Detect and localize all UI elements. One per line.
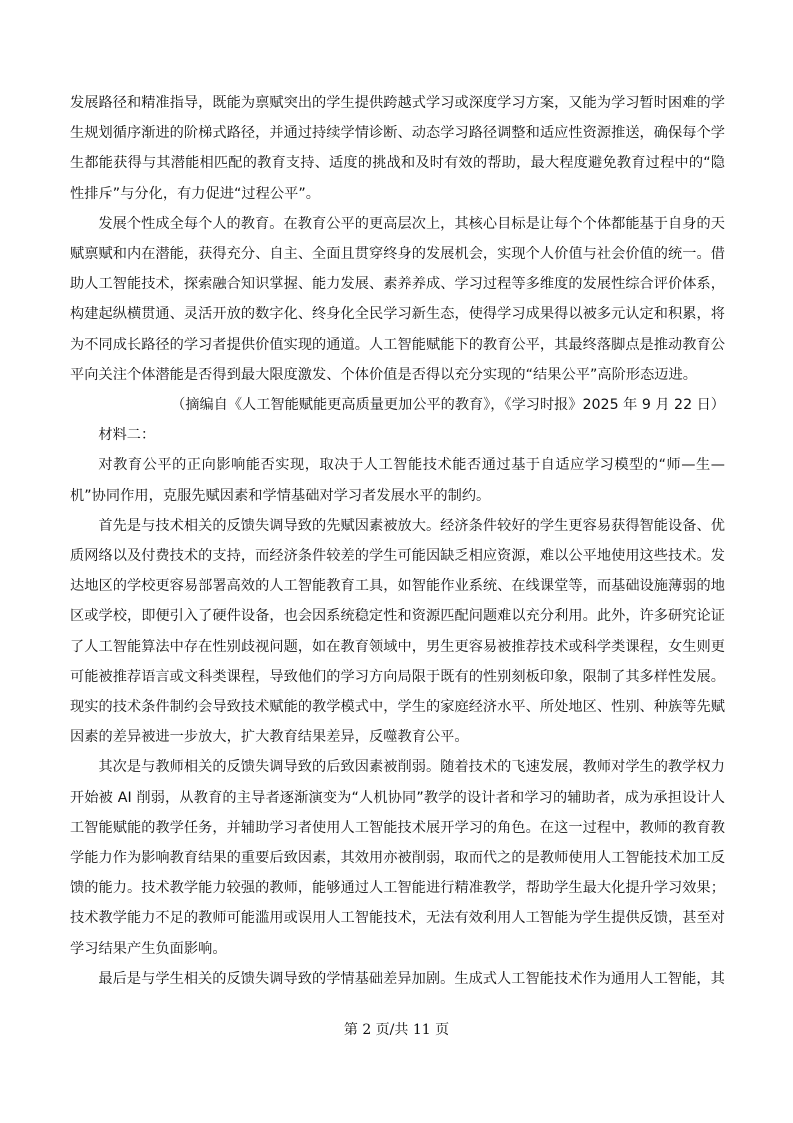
paragraph-4: 首先是与技术相关的反馈失调导致的先赋因素被放大。经济条件较好的学生更容易获得智能设备、优质网络以及付费技术的支持，而经济条件较差的学生可能因缺乏相应资源，难以公平地使用这些技术。发达地区的学校更容易部署高效的人工智能教育工具，如智能作业系统、在线课堂等，而基础设施薄弱的地区或学校，即便引入了硬件设备，也会因系统稳定性和资源匹配问题难以充分利用。此外，许多研究论证了人工智能算法中存在性别歧视问题，如在教育领域中，男生更容易被推荐技术或科学类课程，女生则更可能被推荐语言或文科类课程，导致他们的学习方向局限于既有的性别刻板印象，限制了其多样性发展。现实的技术条件制约会导致技术赋能的教学模式中，学生的家庭经济水平、所处地区、性别、种族等先赋因素的差异被进一步放大，扩大教育结果差异，反噬教育公平。 bbox=[70, 517, 725, 746]
paragraph-6: 最后是与学生相关的反馈失调导致的学情基础差异加剧。生成式人工智能技术作为通用人工智能，其 bbox=[98, 970, 725, 987]
paragraph-1: 发展路径和精准指导，既能为禀赋突出的学生提供跨越式学习或深度学习方案，又能为学习暂时困难的学生规划循序渐进的阶梯式路径，并通过持续学情诊断、动态学习路径调整和适应性资源推送，确保每个学生都能获得与其潜能相匹配的教育支持、适度的挑战和及时有效的帮助，最大程度避免教育过程中的“隐性排斥”与分化，有力促进“过程公平”。 bbox=[70, 95, 725, 202]
paragraph-2: 发展个性成全每个人的教育。在教育公平的更高层次上，其核心目标是让每个个体都能基于自身的天赋禀赋和内在潜能，获得充分、自主、全面且贯穿终身的发展机会，实现个人价值与社会价值的统一。借助人工智能技术，探索融合知识掌握、能力发展、素养养成、学习过程等多维度的发展性综合评价体系，构建起纵横贯通、灵活开放的数字化、终身化全民学习新生态，使得学习成果得以被多元认定和积累，将为不同成长路径的学习者提供价值实现的通道。人工智能赋能下的教育公平，其最终落脚点是推动教育公平向关注个体潜能是否得到最大限度激发、个体价值是否得以充分实现的“结果公平”高阶形态迈进。 bbox=[70, 215, 725, 383]
paragraph-5: 其次是与教师相关的反馈失调导致的后致因素被削弱。随着技术的飞速发展，教师对学生的教学权力开始被 AI 削弱，从教育的主导者逐渐演变为“人机协同”教学的设计者和学习的辅助者，成为承担设计人工智能赋能的教学任务，并辅助学习者使用人工智能技术展开学习的角色。在这一过程中，教师的教育教学能力作为影响教育结果的重要后致因素，其效用亦被削弱，取而代之的是教师使用人工智能技术加工反馈的能力。技术教学能力较强的教师，能够通过人工智能进行精准教学，帮助学生最大化提升学习效果；技术教学能力不足的教师可能滥用或误用人工智能技术，无法有效利用人工智能为学生提供反馈，甚至对学习结果产生负面影响。 bbox=[70, 759, 725, 957]
paragraph-3: 对教育公平的正向影响能否实现，取决于人工智能技术能否通过基于自适应学习模型的“师—生—机”协同作用，克服先赋因素和学情基础对学习者发展水平的制约。 bbox=[70, 457, 725, 504]
material-2-heading: 材料二： bbox=[98, 427, 156, 444]
document-body bbox=[70, 88, 725, 994]
source-citation: （摘编自《人工智能赋能更高质量更加公平的教育》，《学习时报》2025 年 9 月 22 日） bbox=[171, 397, 725, 414]
page-number-footer: 第 2 页/共 11 页 bbox=[343, 1022, 450, 1038]
